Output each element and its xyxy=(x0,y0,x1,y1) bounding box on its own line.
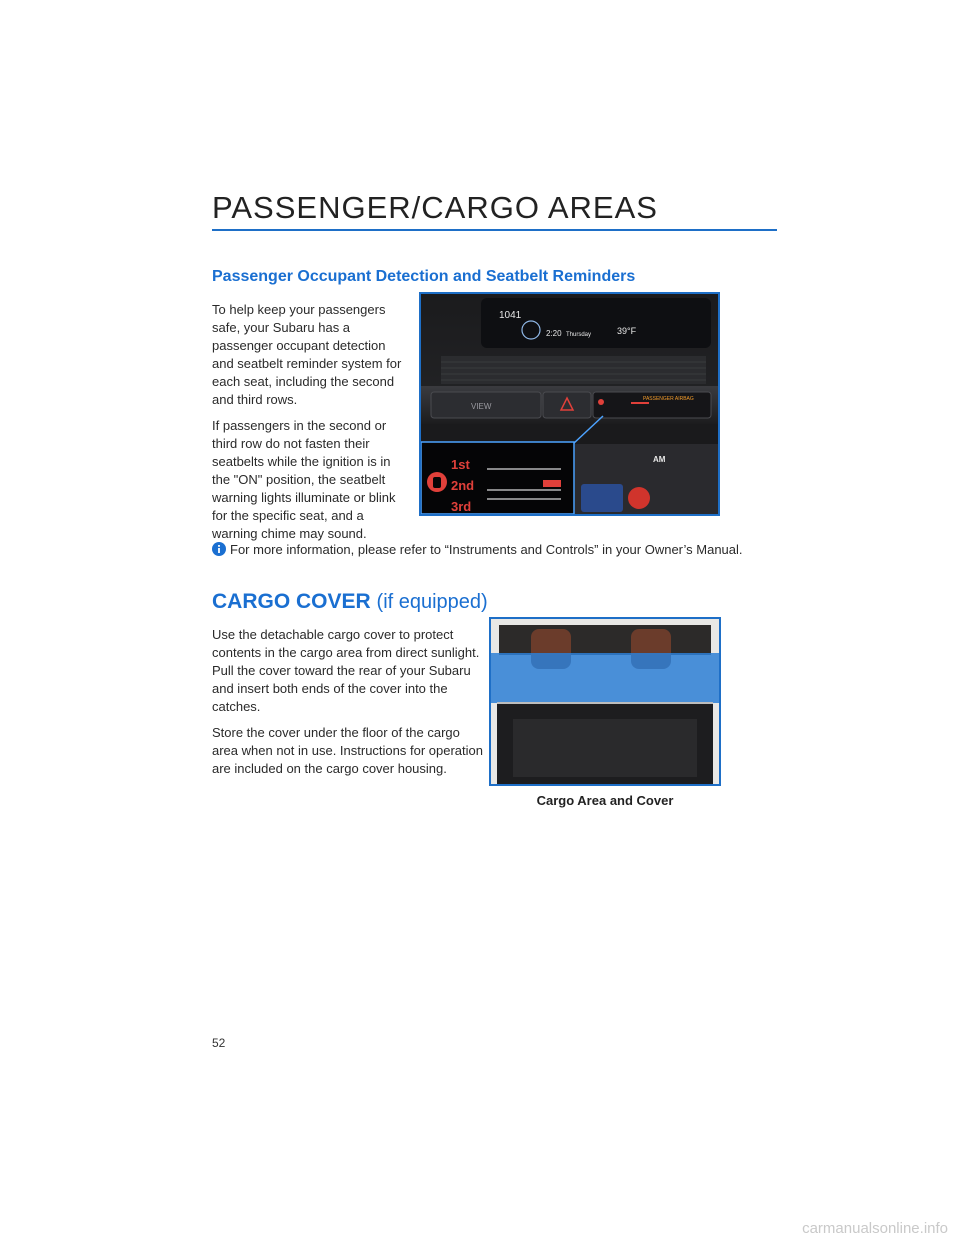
cargo-paragraph-1: Use the detachable cargo cover to protect contents in the cargo area from direct sunlight. Pull the cover toward the rear of your Subaru and insert both ends of the cover into the catches. xyxy=(212,627,480,714)
info-note xyxy=(212,541,772,559)
radio-icon xyxy=(628,487,650,509)
dashboard-illustration xyxy=(421,294,718,514)
airbag-label: PASSENGER AIRBAG xyxy=(643,396,694,402)
row-label-1st: 1st xyxy=(451,457,470,472)
title-rule xyxy=(212,229,777,231)
seatbelt-indicator-icon xyxy=(598,399,604,405)
cargo-heading-suffix: (if equipped) xyxy=(376,591,488,613)
cargo-paragraph-2: Store the cover under the floor of the cargo area when not in use. Instructions for operation are included on the cargo cover housing. xyxy=(212,725,483,776)
temperature-text: 39°F xyxy=(617,326,637,336)
row-label-2nd: 2nd xyxy=(451,478,475,493)
page-number: 52 xyxy=(212,1036,226,1050)
info-icon xyxy=(212,542,226,556)
occupant-heading: Passenger Occupant Detection and Seatbelt Reminders xyxy=(212,268,636,285)
cargo-cover-highlight xyxy=(491,653,719,703)
view-button-label: VIEW xyxy=(471,402,492,411)
occupant-paragraph-2: If passengers in the second or third row do not fasten their seatbelts while the ignition is in the "ON" position, the seatbelt warning lights illuminate or blink for the specific seat, and a warning chime may sound. xyxy=(212,418,396,541)
day-text: Thursday xyxy=(566,332,592,338)
odometer-text: 1041 xyxy=(499,310,522,321)
cargo-text xyxy=(212,626,484,786)
row-label-3rd: 3rd xyxy=(451,499,472,514)
dashboard-photo xyxy=(419,292,720,516)
cargo-heading xyxy=(212,590,488,614)
clock-text: 2:20 xyxy=(546,329,562,338)
cargo-heading-main: CARGO COVER xyxy=(212,590,371,613)
section-title: PASSENGER/CARGO AREAS xyxy=(212,190,658,225)
radio-band: AM xyxy=(653,455,666,464)
cargo-caption: Cargo Area and Cover xyxy=(536,793,674,808)
occupant-text xyxy=(212,301,408,551)
cargo-illustration xyxy=(491,619,719,784)
cargo-photo xyxy=(489,617,721,786)
occupant-paragraph-1: To help keep your passengers safe, your Subaru has a passenger occupant detection and seatbelt reminder system for each seat, including the second and third rows. xyxy=(212,302,402,407)
info-note-text: For more information, please refer to “Instruments and Controls” in your Owner’s Manual. xyxy=(230,542,743,557)
info-display xyxy=(481,298,711,348)
watermark: carmanualsonline.info xyxy=(802,1220,948,1237)
